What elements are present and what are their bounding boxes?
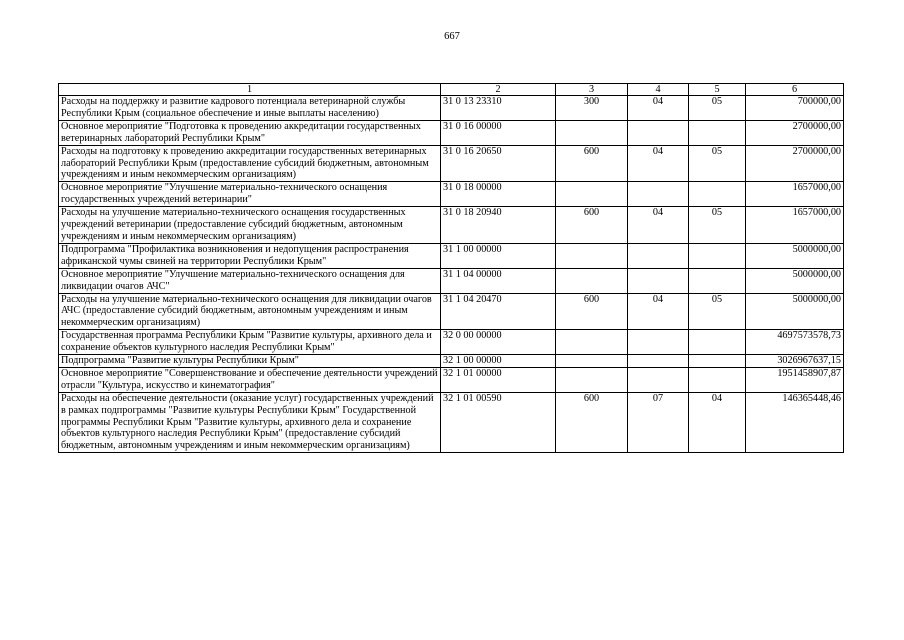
table-row	[59, 207, 844, 244]
row-amount: 700000,00	[746, 96, 844, 121]
row-expense-type: 600	[556, 293, 628, 330]
row-section	[628, 268, 689, 293]
row-subsection	[689, 120, 746, 145]
table-row	[59, 355, 844, 368]
row-amount: 4697573578,73	[746, 330, 844, 355]
page-number: 667	[444, 31, 460, 42]
row-amount: 5000000,00	[746, 268, 844, 293]
row-subsection: 05	[689, 207, 746, 244]
row-section: 07	[628, 392, 689, 453]
row-subsection	[689, 182, 746, 207]
row-name: Расходы на подготовку к проведению аккредитации государственных ветеринарных лабораторий Республики Крым (предоставление субсидий бюджетным, автономным учреждениям и иным некоммерческим организациям)	[59, 145, 441, 182]
row-code: 32 0 00 00000	[441, 330, 556, 355]
row-subsection: 04	[689, 392, 746, 453]
row-subsection: 05	[689, 145, 746, 182]
row-expense-type	[556, 243, 628, 268]
row-name: Основное мероприятие "Подготовка к проведению аккредитации государственных ветеринарных лабораторий Республики Крым"	[59, 120, 441, 145]
row-name: Расходы на улучшение материально-технического оснащения государственных учреждений ветеринарии (предоставление субсидий бюджетным, автономным учреждениям и иным некоммерческим организациям)	[59, 207, 441, 244]
table-row	[59, 268, 844, 293]
row-subsection	[689, 243, 746, 268]
row-section	[628, 182, 689, 207]
table-row	[59, 367, 844, 392]
row-code: 31 0 16 00000	[441, 120, 556, 145]
row-name: Расходы на улучшение материально-технического оснащения для ликвидации очагов АЧС (предоставление субсидий бюджетным, автономным учреждениям и иным некоммерческим организациям)	[59, 293, 441, 330]
row-section	[628, 243, 689, 268]
row-subsection: 05	[689, 293, 746, 330]
row-expense-type: 600	[556, 207, 628, 244]
row-expense-type	[556, 367, 628, 392]
table-row	[59, 243, 844, 268]
row-expense-type	[556, 182, 628, 207]
row-amount: 146365448,46	[746, 392, 844, 453]
row-section	[628, 367, 689, 392]
row-section	[628, 355, 689, 368]
row-expense-type: 300	[556, 96, 628, 121]
row-amount: 2700000,00	[746, 145, 844, 182]
row-code: 31 0 18 20940	[441, 207, 556, 244]
row-code: 31 0 18 00000	[441, 182, 556, 207]
row-subsection	[689, 355, 746, 368]
row-code: 31 0 13 23310	[441, 96, 556, 121]
row-name: Государственная программа Республики Крым "Развитие культуры, архивного дела и сохранение объектов культурного наследия Республики Крым"	[59, 330, 441, 355]
table-row	[59, 145, 844, 182]
row-code: 32 1 00 00000	[441, 355, 556, 368]
table-body	[59, 96, 844, 453]
row-section: 04	[628, 96, 689, 121]
row-name: Подпрограмма "Развитие культуры Республики Крым"	[59, 355, 441, 368]
table-row	[59, 120, 844, 145]
table-row	[59, 182, 844, 207]
row-code: 31 1 04 00000	[441, 268, 556, 293]
row-amount: 1657000,00	[746, 182, 844, 207]
header-col-3: 3	[556, 84, 628, 96]
row-expense-type	[556, 355, 628, 368]
row-code: 32 1 01 00590	[441, 392, 556, 453]
row-amount: 5000000,00	[746, 293, 844, 330]
row-amount: 1657000,00	[746, 207, 844, 244]
header-col-5: 5	[689, 84, 746, 96]
table-row	[59, 293, 844, 330]
header-col-1: 1	[59, 84, 441, 96]
row-subsection	[689, 330, 746, 355]
row-section: 04	[628, 207, 689, 244]
row-section: 04	[628, 145, 689, 182]
row-expense-type: 600	[556, 145, 628, 182]
row-subsection	[689, 367, 746, 392]
row-section	[628, 330, 689, 355]
row-expense-type	[556, 120, 628, 145]
row-name: Расходы на обеспечение деятельности (оказание услуг) государственных учреждений в рамках подпрограммы "Развитие культуры Республики Крым" Государственной программы Республики Крым "Развитие культуры, архивного дела и сохранение объектов культурного наследия Республики Крым" (предоставление субсидий бюджетным, автономным учреждениям и иным некоммерческим организациям)	[59, 392, 441, 453]
row-section	[628, 120, 689, 145]
row-name: Расходы на поддержку и развитие кадрового потенциала ветеринарной службы Республики Крым (социальное обеспечение и иные выплаты населению)	[59, 96, 441, 121]
row-code: 31 1 04 20470	[441, 293, 556, 330]
row-name: Подпрограмма "Профилактика возникновения и недопущения распространения африканской чумы свиней на территории Республики Крым"	[59, 243, 441, 268]
row-expense-type	[556, 268, 628, 293]
row-name: Основное мероприятие "Совершенствование и обеспечение деятельности учреждений отрасли "Культура, искусство и кинематография"	[59, 367, 441, 392]
row-name: Основное мероприятие "Улучшение материально-технического оснащения для ликвидации очагов АЧС"	[59, 268, 441, 293]
row-amount: 3026967637,15	[746, 355, 844, 368]
row-code: 31 0 16 20650	[441, 145, 556, 182]
row-expense-type	[556, 330, 628, 355]
row-amount: 5000000,00	[746, 243, 844, 268]
row-section: 04	[628, 293, 689, 330]
row-code: 32 1 01 00000	[441, 367, 556, 392]
header-row	[59, 84, 844, 96]
row-code: 31 1 00 00000	[441, 243, 556, 268]
row-expense-type: 600	[556, 392, 628, 453]
header-col-4: 4	[628, 84, 689, 96]
row-amount: 1951458907,87	[746, 367, 844, 392]
table-row	[59, 392, 844, 453]
table-row	[59, 330, 844, 355]
budget-table	[58, 83, 844, 453]
row-name: Основное мероприятие "Улучшение материально-технического оснащения государственных учреждений ветеринарии"	[59, 182, 441, 207]
table-header	[59, 84, 844, 96]
row-subsection	[689, 268, 746, 293]
header-col-2: 2	[441, 84, 556, 96]
row-amount: 2700000,00	[746, 120, 844, 145]
row-subsection: 05	[689, 96, 746, 121]
header-col-6: 6	[746, 84, 844, 96]
table-row	[59, 96, 844, 121]
